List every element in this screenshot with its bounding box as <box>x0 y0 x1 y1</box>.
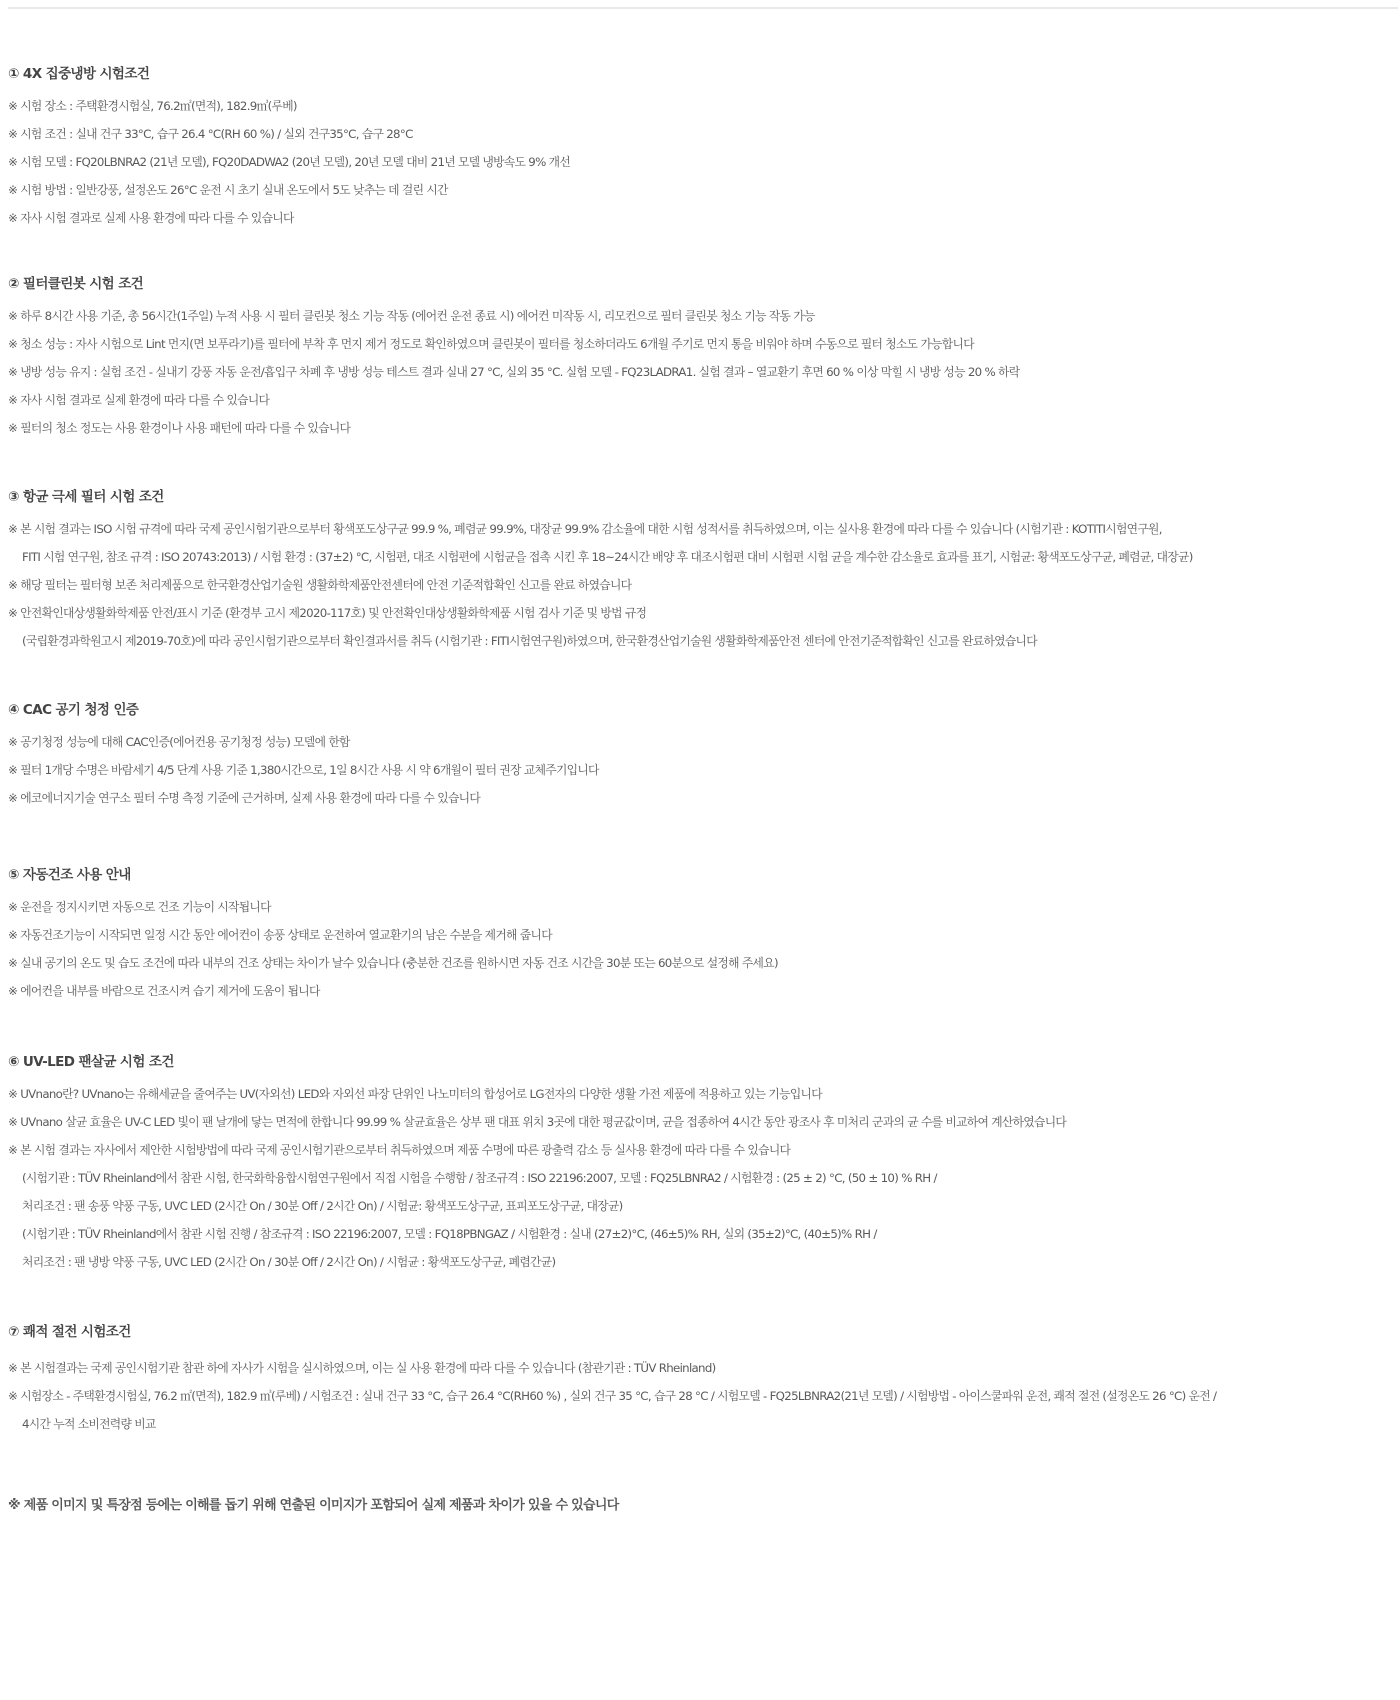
footer-disclaimer: ※ 제품 이미지 및 특장점 등에는 이해를 돕기 위해 연출된 이미지가 포함되어 실제 제품과 차이가 있을 수 있습니다 <box>8 1498 619 1513</box>
note-line: ※ 시험장소 - 주택환경시험실, 76.2 ㎡(면적), 182.9 ㎥(루베) / 시험조건 : 실내 건구 33 °C, 습구 26.4 °C(RH60 %) , 실외 건구 35 °C, 습구 28 °C / 시험모델 - FQ25LBNRA2(21년 모델) / 시험방법 - 아이스쿨파워 운전, 쾌적 절전 (설정온도 26 °C) 운전 / <box>8 1389 1217 1403</box>
note-line: ※ 자사 시험 결과로 실제 환경에 따라 다를 수 있습니다 <box>8 393 270 407</box>
note-line: ※ 본 시험결과는 국제 공인시험기관 참관 하에 자사가 시험을 실시하였으며, 이는 실 사용 환경에 따라 다를 수 있습니다 (참관기관 : TÜV Rheinland) <box>8 1361 716 1375</box>
section-title: ④ CAC 공기 청정 인증 <box>8 702 139 718</box>
top-divider <box>8 7 1398 9</box>
section-comfort-power-saving <box>8 1320 1393 1438</box>
note-line: ※ 시험 조건 : 실내 건구 33°C, 습구 26.4 °C(RH 60 %) / 실외 건구35°C, 습구 28°C <box>8 127 413 141</box>
note-line: ※ 에코에너지기술 연구소 필터 수명 측정 기준에 근거하며, 실제 사용 환경에 따라 다를 수 있습니다 <box>8 791 481 805</box>
note-line: 4시간 누적 소비전력량 비교 <box>22 1417 156 1431</box>
note-line: ※ 청소 성능 : 자사 시험으로 Lint 먼지(면 보푸라기)를 필터에 부착 후 먼지 제거 정도로 확인하였으며 클린봇이 필터를 청소하더라도 6개월 주기로 먼지 통을 비워야 하며 수동으로 필터 청소도 가능합니다 <box>8 337 974 351</box>
section-title: ③ 항균 극세 필터 시험 조건 <box>8 489 164 505</box>
note-line: ※ 하루 8시간 사용 기준, 총 56시간(1주일) 누적 사용 시 필터 클린봇 청소 기능 작동 (에어컨 운전 종료 시) 에어컨 미작동 시, 리모컨으로 필터 클린봇 청소 기능 작동 가능 <box>8 309 815 323</box>
note-line: ※ 실내 공기의 온도 및 습도 조건에 따라 내부의 건조 상태는 차이가 날수 있습니다 (충분한 건조를 원하시면 자동 건조 시간을 30분 또는 60분으로 설정해 주세요) <box>8 956 778 970</box>
note-line: ※ 에어컨을 내부를 바람으로 건조시켜 습기 제거에 도움이 됩니다 <box>8 984 320 998</box>
note-line: ※ 해당 필터는 필터형 보존 처리제품으로 한국환경산업기술원 생활화학제품안전센터에 안전 기준적합확인 신고를 완료 하였습니다 <box>8 578 632 592</box>
note-line: ※ 시험 방법 : 일반강풍, 설정온도 26°C 운전 시 초기 실내 온도에서 5도 낮추는 데 걸린 시간 <box>8 183 448 197</box>
section-title: ② 필터클린봇 시험 조건 <box>8 276 144 292</box>
note-line: (국립환경과학원고시 제2019-70호)에 따라 공인시험기관으로부터 확인결과서를 취득 (시험기관 : FITI시험연구원)하였으며, 한국환경산업기술원 생활화학제품안전 센터에 안전기준적합확인 신고를 완료하였습니다 <box>22 634 1037 648</box>
note-line: ※ 냉방 성능 유지 : 실험 조건 - 실내기 강풍 자동 운전/흡입구 차폐 후 냉방 성능 테스트 결과 실내 27 °C, 실외 35 °C. 실험 모델 - FQ23LADRA1. 실험 결과 – 열교환기 후면 60 % 이상 막힐 시 냉방 성능 20 % 하락 <box>8 365 1020 379</box>
note-line: ※ 공기청정 성능에 대해 CAC인증(에어컨용 공기청정 성능) 모델에 한함 <box>8 735 350 749</box>
note-line: ※ 본 시험 결과는 ISO 시험 규격에 따라 국제 공인시험기관으로부터 황색포도상구균 99.9 %, 폐렴균 99.9%, 대장균 99.9% 감소율에 대한 시험 성적서를 취득하였으며, 이는 실사용 환경에 따라 다를 수 있습니다 (시험기관 : KOTITI시험연구원, <box>8 522 1162 536</box>
note-line: 처리조건 : 팬 송풍 약풍 구동, UVC LED (2시간 On / 30분 Off / 2시간 On) / 시험균: 황색포도상구균, 표피포도상구균, 대장균) <box>22 1199 623 1213</box>
section-cooling-test <box>8 62 1393 232</box>
section-title: ① 4X 집중냉방 시험조건 <box>8 66 150 82</box>
section-auto-dry <box>8 863 1393 1005</box>
section-title: ⑥ UV-LED 팬살균 시험 조건 <box>8 1054 174 1070</box>
section-cac-certification <box>8 698 1393 812</box>
section-antibacterial-filter <box>8 485 1393 655</box>
note-line: ※ 필터 1개당 수명은 바람세기 4/5 단계 사용 기준 1,380시간으로, 1일 8시간 사용 시 약 6개월이 필터 권장 교체주기입니다 <box>8 763 599 777</box>
note-line: ※ 시험 모델 : FQ20LBNRA2 (21년 모델), FQ20DADWA2 (20년 모델), 20년 모델 대비 21년 모델 냉방속도 9% 개선 <box>8 155 571 169</box>
section-title: ⑤ 자동건조 사용 안내 <box>8 867 131 883</box>
note-line: ※ 안전확인대상생활화학제품 안전/표시 기준 (환경부 고시 제2020-117호) 및 안전확인대상생활화학제품 시험 검사 기준 및 방법 규정 <box>8 606 647 620</box>
note-line: 처리조건 : 팬 냉방 약풍 구동, UVC LED (2시간 On / 30분 Off / 2시간 On) / 시험균 : 황색포도상구균, 폐렴간균) <box>22 1255 556 1269</box>
note-line: ※ UVnano란? UVnano는 유해세균을 줄여주는 UV(자외선) LED와 자외선 파장 단위인 나노미터의 합성어로 LG전자의 다양한 생활 가전 제품에 적용하고 있는 기능입니다 <box>8 1087 822 1101</box>
note-line: ※ 필터의 청소 정도는 사용 환경이나 사용 패턴에 따라 다를 수 있습니다 <box>8 421 351 435</box>
section-filter-cleanbot <box>8 272 1393 442</box>
note-line: FITI 시험 연구원, 참조 규격 : ISO 20743:2013) / 시험 환경 : (37±2) °C, 시험편, 대조 시험편에 시험균을 접촉 시킨 후 18~24시간 배양 후 대조시험편 대비 시험편 시험 균을 계수한 감소율로 효과를 표기, 시험균: 황색포도상구균, 폐렴균, 대장균) <box>22 550 1193 564</box>
note-line: (시험기관 : TÜV Rheinland에서 참관 시험 진행 / 참조규격 : ISO 22196:2007, 모델 : FQ18PBNGAZ / 시험환경 : 실내 (27±2)°C, (46±5)% RH, 실외 (35±2)°C, (40±5)% RH / <box>22 1227 877 1241</box>
note-line: ※ UVnano 살균 효율은 UV-C LED 빛이 팬 날개에 닿는 면적에 한합니다 99.99 % 살균효율은 상부 팬 대표 위치 3곳에 대한 평균값이며, 균을 접종하여 4시간 동안 광조사 후 미처리 군과의 균 수를 비교하여 계산하였습니다 <box>8 1115 1067 1129</box>
note-line: ※ 자사 시험 결과로 실제 사용 환경에 따라 다를 수 있습니다 <box>8 211 294 225</box>
note-line: ※ 자동건조기능이 시작되면 일정 시간 동안 에어컨이 송풍 상태로 운전하여 열교환기의 남은 수분을 제거해 줍니다 <box>8 928 552 942</box>
note-line: ※ 운전을 정지시키면 자동으로 건조 기능이 시작됩니다 <box>8 900 271 914</box>
section-title: ⑦ 쾌적 절전 시험조건 <box>8 1324 131 1340</box>
note-line: (시험기관 : TÜV Rheinland에서 참관 시험, 한국화학융합시험연구원에서 직접 시험을 수행함 / 참조규격 : ISO 22196:2007, 모델 : FQ25LBNRA2 / 시험환경 : (25 ± 2) °C, (50 ± 10) % RH / <box>22 1171 937 1185</box>
section-uv-led-fan <box>8 1050 1393 1276</box>
note-line: ※ 본 시험 결과는 자사에서 제안한 시험방법에 따라 국제 공인시험기관으로부터 취득하였으며 제품 수명에 따른 광출력 감소 등 실사용 환경에 따라 다를 수 있습니다 <box>8 1143 791 1157</box>
note-line: ※ 시험 장소 : 주택환경시험실, 76.2㎡(면적), 182.9㎥(루베) <box>8 99 297 113</box>
